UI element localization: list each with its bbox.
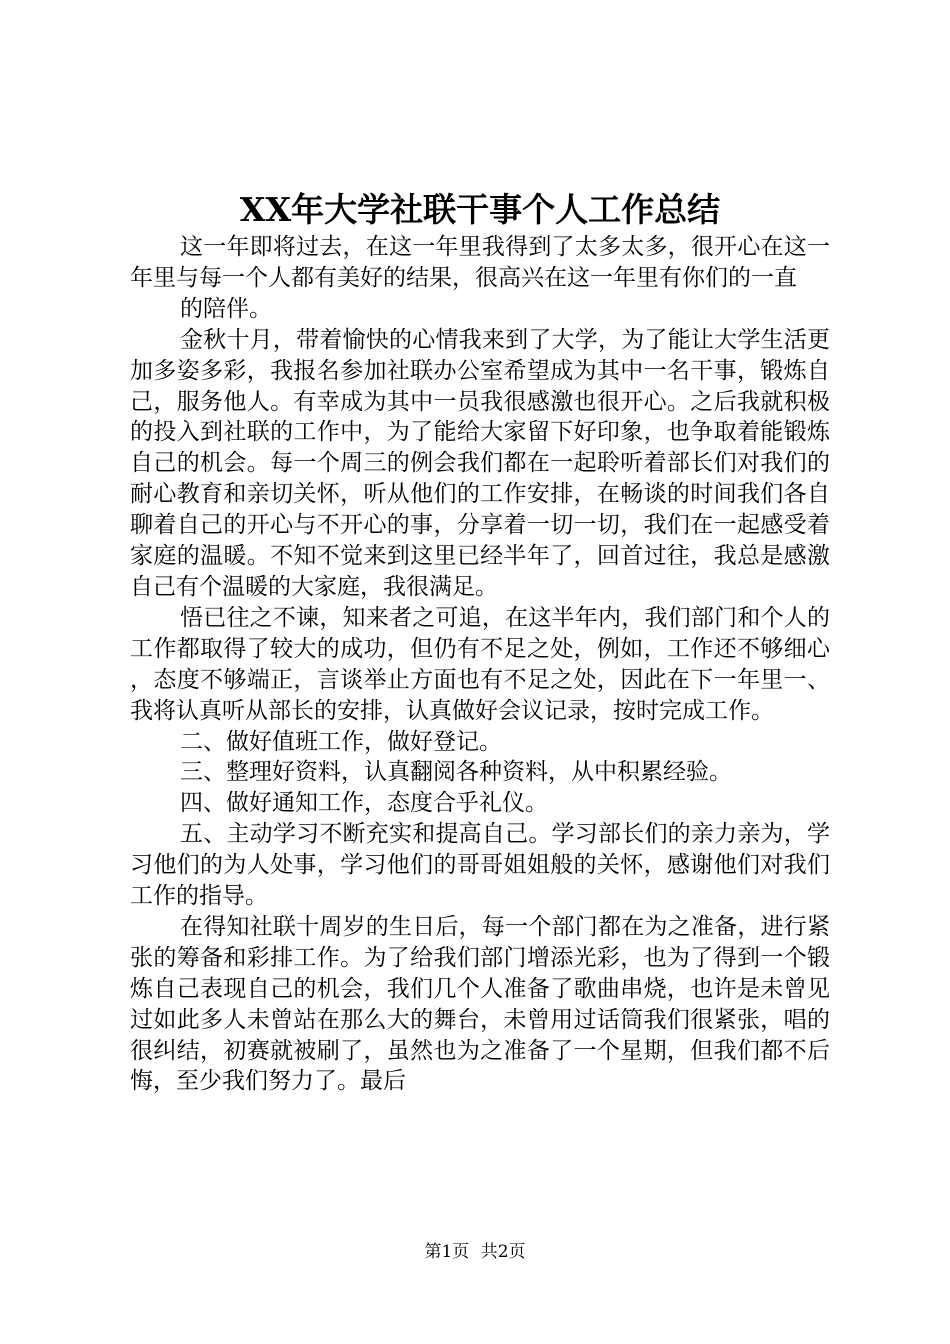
paragraph-intro-continued: 的陪伴。 — [180, 295, 272, 322]
paragraph-reflection: 悟已往之不谏，知来者之可追，在这半年内，我们部门和个人的工作都取得了较大的成功，但仍有不足之处，例如，工作还不够细心，态度不够端正，言谈举止方面也有不足之处，因此在下一年里一、我将认真听从部长的安排，认真做好会议记录，按时完成工作。 — [130, 604, 830, 724]
paragraph-item-5: 五、主动学习不断充实和提高自己。学习部长们的亲力亲为，学习他们的为人处事，学习他们的哥哥姐姐般的关怀，感谢他们对我们工作的指导。 — [130, 821, 830, 910]
paragraph-autumn: 金秋十月，带着愉快的心情我来到了大学，为了能让大学生活更加多姿多彩，我报名参加社联办公室希望成为其中一名干事，锻炼自己，服务他人。有幸成为其中一员我很感激也很开心。之后我就积极的投入到社联的工作中，为了能给大家留下好印象，也争取着能锻炼自己的机会。每一个周三的例会我们都在一起聆听着部长们对我们的耐心教育和亲切关怀，听从他们的工作安排，在畅谈的时间我们各自聊着自己的开心与不开心的事，分享着一切一切，我们在一起感受着家庭的温暖。不知不觉来到这里已经半年了，回首过往，我总是感激自己有个温暖的大家庭，我很满足。 — [130, 326, 830, 600]
paragraph-intro: 这一年即将过去，在这一年里我得到了太多太多，很开心在这一年里与每一个人都有美好的结果，很高兴在这一年里有你们的一直 — [130, 234, 830, 291]
page-footer — [0, 1240, 950, 1264]
page-number: 第1页 — [424, 1242, 470, 1262]
paragraph-item-4: 四、做好通知工作，态度合乎礼仪。 — [180, 790, 548, 817]
paragraph-anniversary: 在得知社联十周岁的生日后，每一个部门都在为之准备，进行紧张的筹备和彩排工作。为了给我们部门增添光彩，也为了得到一个锻炼自己表现自己的机会，我们几个人准备了歌曲串烧，也许是未曾见过如此多人未曾站在那么大的舞台，未曾用过话筒我们很紧张，唱的很纠结，初赛就被刷了，虽然也为之准备了一个星期，但我们都不后悔，至少我们努力了。最后 — [130, 913, 830, 1095]
paragraph-item-2: 二、做好值班工作，做好登记。 — [180, 728, 502, 755]
page-total: 共2页 — [480, 1242, 526, 1262]
paragraph-item-3: 三、整理好资料，认真翻阅各种资料，从中积累经验。 — [180, 759, 732, 786]
document-title: XX年大学社联干事个人工作总结 — [239, 190, 721, 229]
document-body — [130, 232, 830, 1097]
